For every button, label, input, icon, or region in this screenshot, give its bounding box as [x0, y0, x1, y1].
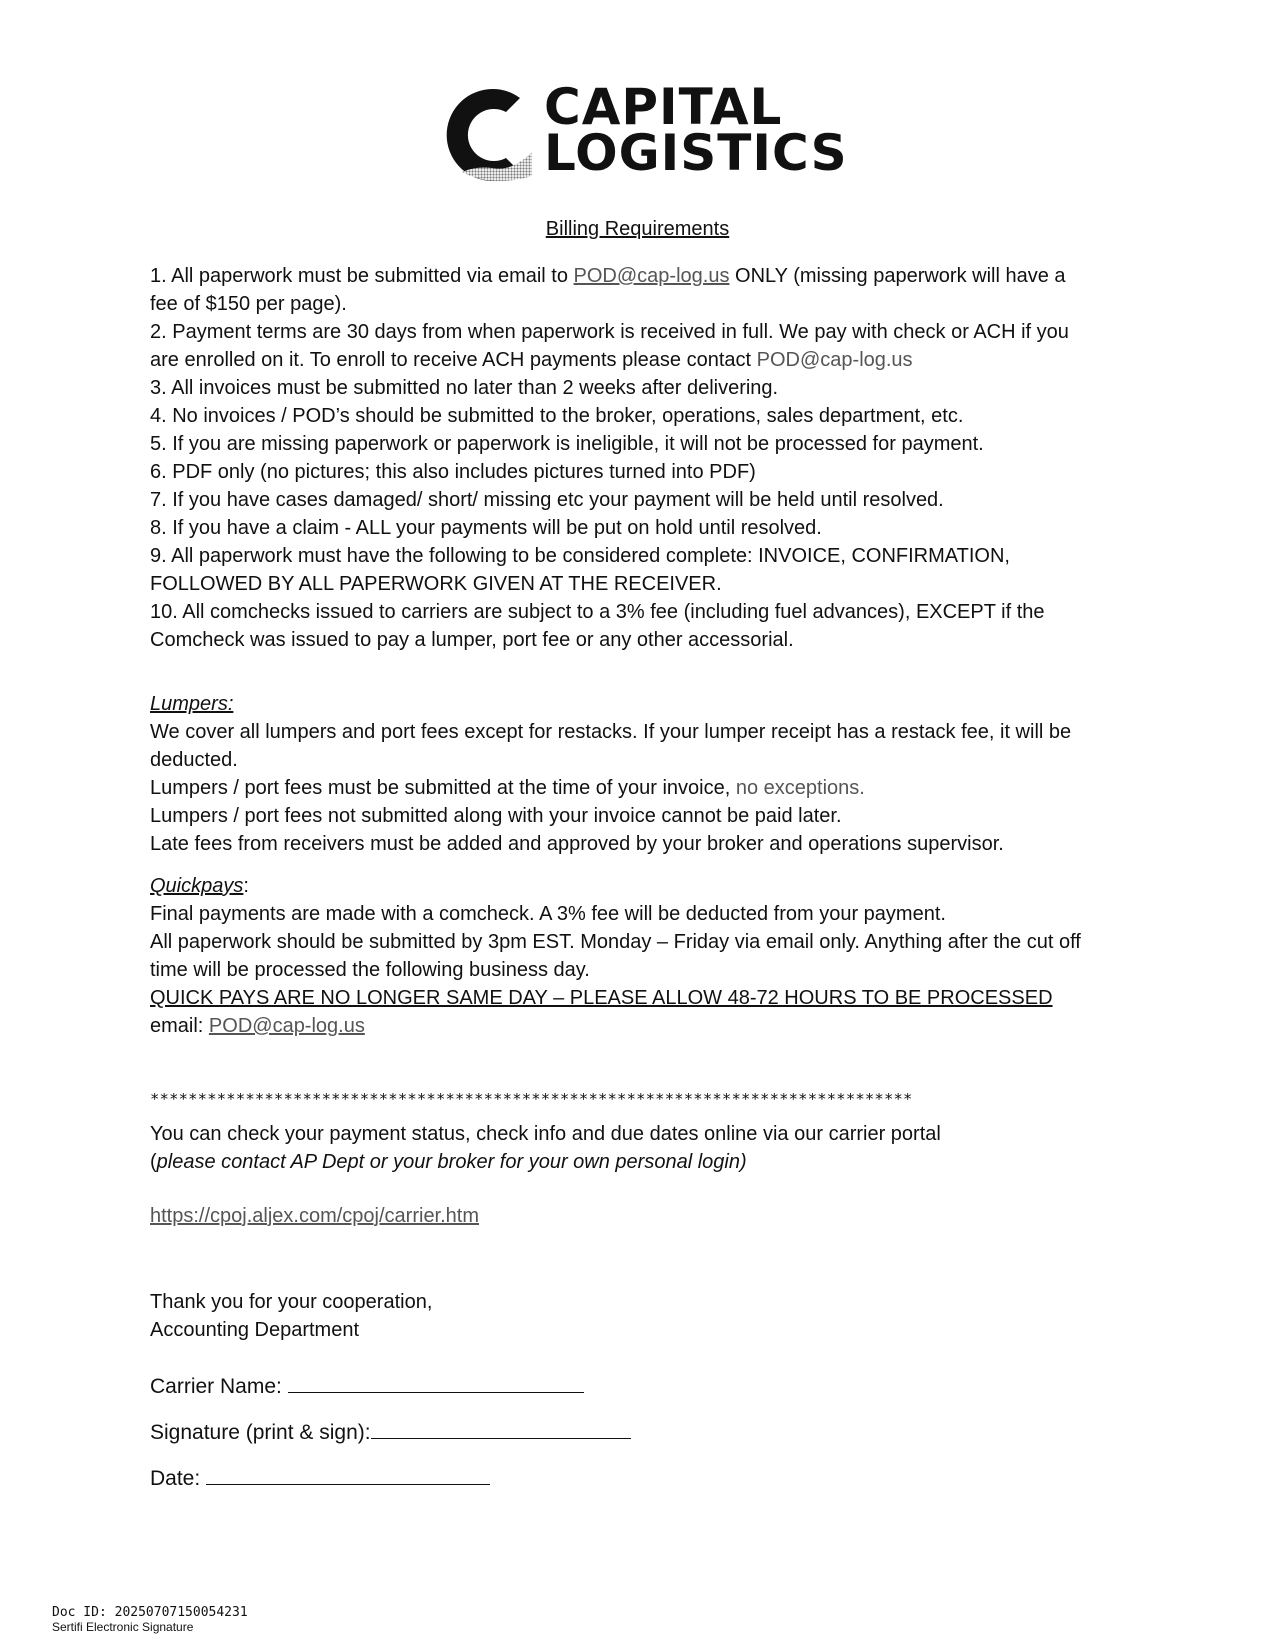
lumpers-line — [150, 774, 1140, 802]
quickpays-colon: : — [243, 875, 249, 897]
requirements-list — [150, 262, 1140, 654]
logo-line-capital: CAPITAL — [544, 78, 783, 136]
requirement-line: 4. No invoices / POD’s should be submitted to the broker, operations, sales department, etc. — [150, 405, 964, 427]
requirement-line: 6. PDF only (no pictures; this also includes pictures turned into PDF) — [150, 461, 756, 483]
carrier-name-label: Carrier Name: — [150, 1375, 282, 1398]
signature-blank[interactable] — [371, 1416, 631, 1439]
no-exceptions-text: no exceptions. — [735, 777, 865, 799]
footer — [52, 1605, 248, 1635]
date-blank[interactable] — [206, 1462, 490, 1485]
quickpays-email-line — [150, 1012, 1140, 1040]
lumpers-heading: Lumpers: — [150, 693, 234, 715]
quickpays-notice: QUICK PAYS ARE NO LONGER SAME DAY – PLEASE ALLOW 48-72 HOURS TO BE PROCESSED — [150, 987, 1053, 1009]
logo-c-icon — [432, 80, 542, 190]
doc-id: Doc ID: 20250707150054231 — [52, 1605, 248, 1620]
closing-signoff: Accounting Department — [150, 1319, 360, 1341]
quickpays-line: All paperwork should be submitted by 3pm EST. Monday – Friday via email only. Anything after the cut off — [150, 931, 1081, 953]
sertifi-label: Sertifi Electronic Signature — [52, 1620, 194, 1634]
quickpays-heading — [150, 872, 1140, 900]
logo-text — [544, 78, 848, 182]
requirement-line: 9. All paperwork must have the following to be considered complete: INVOICE, CONFIRMATION, — [150, 545, 1010, 567]
date-label: Date: — [150, 1467, 201, 1490]
lumpers-line: We cover all lumpers and port fees except for restacks. If your lumper receipt has a restack fee, it will be — [150, 721, 1072, 743]
requirement-line: 8. If you have a claim - ALL your payments will be put on hold until resolved. — [150, 517, 822, 539]
quickpays-heading-text: Quickpays — [150, 875, 244, 897]
lumpers-line: Lumpers / port fees not submitted along with your invoice cannot be paid later. — [150, 805, 842, 827]
requirement-text: ONLY (missing paperwork will have a — [735, 265, 1066, 287]
lumpers-line: Late fees from receivers must be added and approved by your broker and operations supervisor. — [150, 833, 1004, 855]
lumpers-section — [150, 690, 1140, 858]
signature-label: Signature (print & sign): — [150, 1421, 371, 1444]
logo-line-logistics: LOGISTICS — [544, 124, 848, 182]
requirement-line: 5. If you are missing paperwork or paperwork is ineligible, it will not be processed for payment. — [150, 433, 984, 455]
signature-field — [150, 1416, 631, 1445]
portal-paren: ( — [150, 1151, 157, 1173]
requirement-line — [150, 346, 1140, 374]
carrier-name-blank[interactable] — [288, 1370, 584, 1393]
portal-login-note: please contact AP Dept or your broker for your own personal login) — [156, 1151, 747, 1173]
carrier-portal-link[interactable]: https://cpoj.aljex.com/cpoj/carrier.htm — [150, 1205, 480, 1227]
requirement-line: Comcheck was issued to pay a lumper, port fee or any other accessorial. — [150, 629, 794, 651]
email-label: email: — [150, 1015, 204, 1037]
requirement-line: fee of $150 per page). — [150, 293, 347, 315]
quickpays-line: time will be processed the following business day. — [150, 959, 590, 981]
page-title: Billing Requirements — [545, 218, 730, 240]
quickpays-section — [150, 872, 1140, 1040]
requirement-text: 1. All paperwork must be submitted via email to — [150, 265, 568, 287]
lumpers-line: deducted. — [150, 749, 238, 771]
requirement-line — [150, 262, 1140, 290]
closing-line: Thank you for your cooperation, — [150, 1291, 433, 1313]
requirement-text: are enrolled on it. To enroll to receive ACH payments please contact — [150, 349, 752, 371]
carrier-name-field — [150, 1370, 584, 1399]
requirement-line: FOLLOWED BY ALL PAPERWORK GIVEN AT THE RECEIVER. — [150, 573, 722, 595]
requirement-line: 10. All comchecks issued to carriers are subject to a 3% fee (including fuel advances), EXCEPT if the — [150, 601, 1045, 623]
requirement-line: 3. All invoices must be submitted no later than 2 weeks after delivering. — [150, 377, 779, 399]
lumpers-text: Lumpers / port fees must be submitted at the time of your invoice, — [150, 777, 731, 799]
portal-line: You can check your payment status, check info and due dates online via our carrier portal — [150, 1123, 941, 1145]
requirement-line: 7. If you have cases damaged/ short/ missing etc your payment will be held until resolved. — [150, 489, 944, 511]
portal-section — [150, 1120, 1140, 1176]
date-field — [150, 1462, 490, 1491]
portal-line — [150, 1148, 1140, 1176]
requirement-line: 2. Payment terms are 30 days from when paperwork is received in full. We pay with check or ACH if you — [150, 321, 1069, 343]
company-logo — [432, 80, 852, 190]
email-link[interactable]: POD@cap-log.us — [756, 349, 913, 371]
email-link[interactable]: POD@cap-log.us — [573, 265, 730, 287]
quickpays-line: Final payments are made with a comcheck. A 3% fee will be deducted from your payment. — [150, 903, 946, 925]
separator-stars: ******************************************************************************** — [150, 1090, 913, 1108]
email-link[interactable]: POD@cap-log.us — [208, 1015, 365, 1037]
closing-section — [150, 1288, 1140, 1344]
